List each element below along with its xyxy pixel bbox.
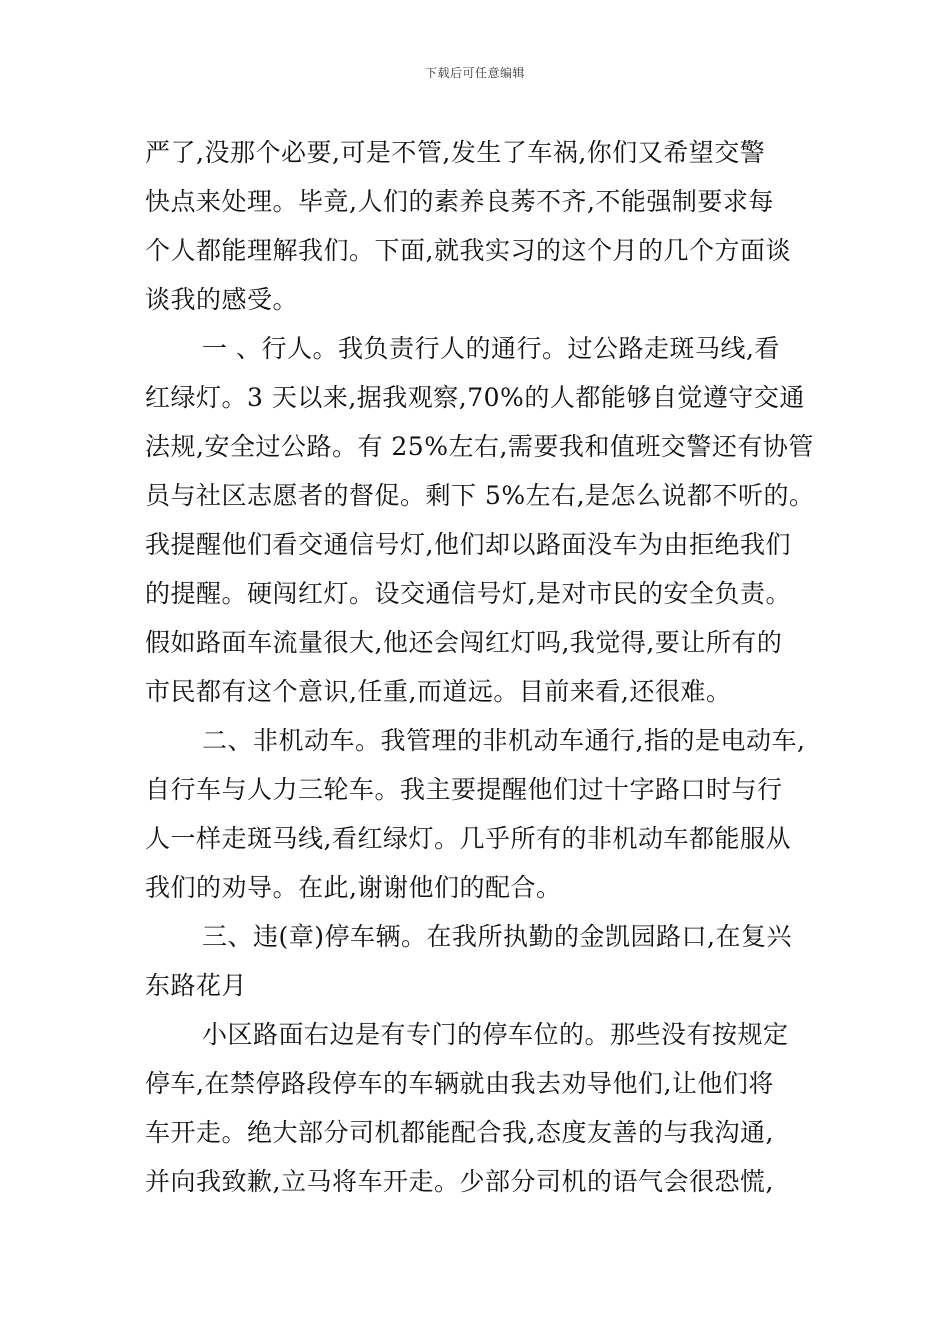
paragraph-start-line: 二、非机动车。我管理的非机动车通行,指的是电动车, — [202, 726, 806, 755]
text-line: 假如路面车流量很大,他还会闯红灯吗,我觉得,要让所有的 — [145, 628, 783, 657]
page-header: 下载后可任意编辑 — [424, 66, 525, 80]
text-line: 自行车与人力三轮车。我主要提醒他们过十字路口时与行 — [145, 775, 783, 804]
text-line: 法规,安全过公路。有 25%左右,需要我和值班交警还有协管 — [145, 432, 814, 461]
text-line: 严了,没那个必要,可是不管,发生了车祸,你们又希望交警 — [145, 138, 766, 167]
paragraph-start-line: 三、违(章)停车辆。在我所执勤的金凯园路口,在复兴 — [202, 922, 792, 951]
text-line: 快点来处理。毕竟,人们的素养良莠不齐,不能强制要求每 — [145, 187, 774, 216]
text-line: 车开走。绝大部分司机都能配合我,态度友善的与我沟通, — [145, 1118, 774, 1147]
text-line: 员与社区志愿者的督促。剩下 5%左右,是怎么说都不听的。 — [145, 481, 815, 510]
text-line: 我们的劝导。在此,谢谢他们的配合。 — [145, 873, 562, 902]
paragraph-start-line: 小区路面右边是有专门的停车位的。那些没有按规定 — [202, 1020, 789, 1049]
text-line: 并向我致歉,立马将车开走。少部分司机的语气会很恐慌, — [145, 1167, 774, 1196]
text-line: 人一样走斑马线,看红绿灯。几乎所有的非机动车都能服从 — [145, 824, 791, 853]
text-line: 红绿灯。3 天以来,据我观察,70%的人都能够自觉遵守交通 — [145, 383, 805, 412]
text-line: 东路花月 — [145, 971, 248, 1000]
text-line: 谈我的感受。 — [145, 285, 299, 314]
document-body — [145, 128, 813, 1206]
text-line: 的提醒。硬闯红灯。设交通信号灯,是对市民的安全负责。 — [145, 579, 791, 608]
paragraph-start-line: 一 、行人。我负责行人的通行。过公路走斑马线,看 — [202, 334, 780, 363]
text-line: 个人都能理解我们。下面,就我实习的这个月的几个方面谈 — [145, 236, 791, 265]
text-line: 停车,在禁停路段停车的车辆就由我去劝导他们,让他们将 — [145, 1069, 774, 1098]
text-line: 我提醒他们看交通信号灯,他们却以路面没车为由拒绝我们 — [145, 530, 791, 559]
text-line: 市民都有这个意识,任重,而道远。目前来看,还很难。 — [145, 677, 732, 706]
